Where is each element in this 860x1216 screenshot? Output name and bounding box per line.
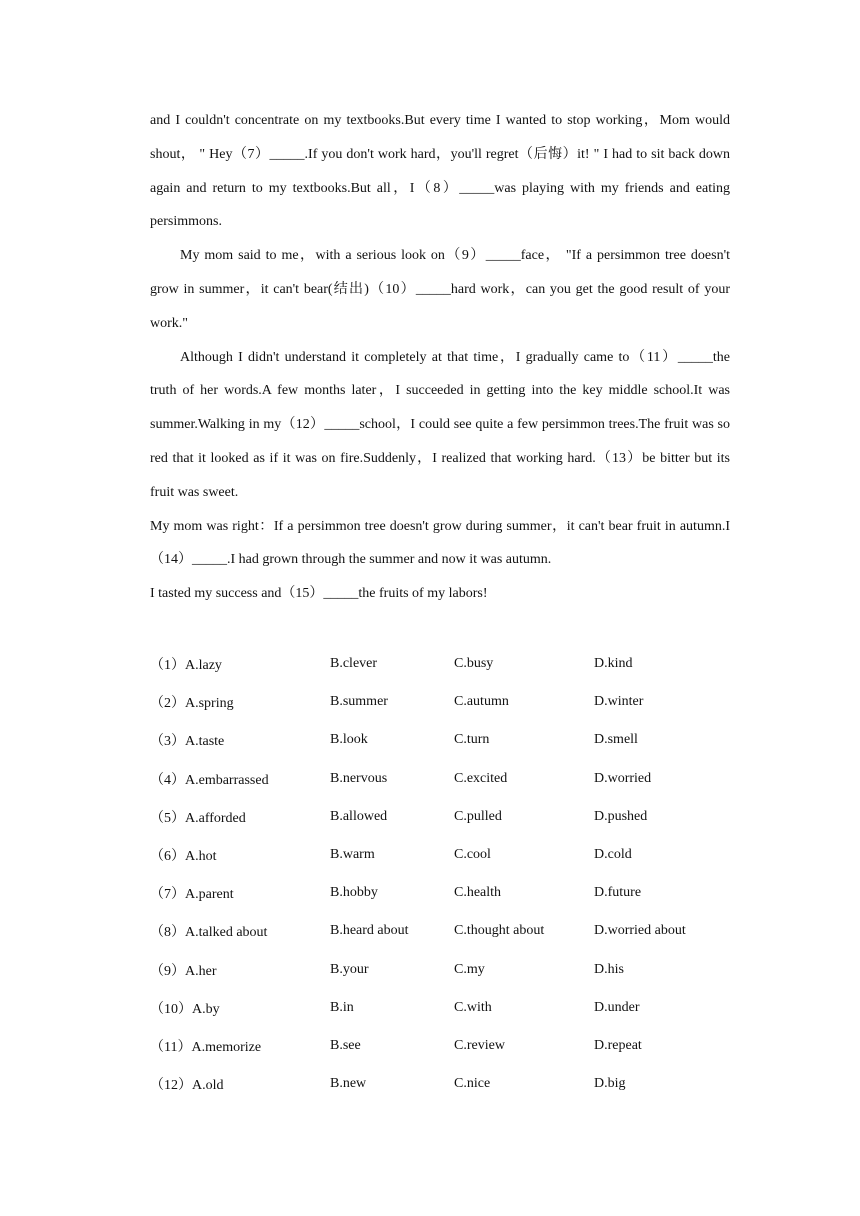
option-c: C.busy	[454, 656, 494, 672]
option-c: C.with	[454, 999, 492, 1015]
option-d: D.pushed	[594, 808, 648, 824]
option-d: D.future	[594, 885, 642, 901]
option-b: B.allowed	[330, 808, 388, 824]
option-b: B.see	[330, 1037, 361, 1053]
option-d: D.repeat	[594, 1037, 642, 1053]
option-b: B.hobby	[330, 885, 378, 901]
option-b: B.in	[330, 999, 354, 1015]
answer-options	[150, 645, 730, 1103]
option-a: （4）A.embarrassed	[150, 772, 269, 788]
option-row-1	[150, 645, 730, 683]
passage-paragraph-1: and I couldn't concentrate on my textbooks.But every time I wanted to stop working，Mom would shout， " Hey（7）_____.If you don't work hard，you'll regret（后悔）it! " I had to sit back down again and return to my textbooks.But all，I（8）_____was playing with my friends and eating persimmons.	[150, 113, 730, 230]
option-c: C.nice	[454, 1076, 491, 1092]
option-c: C.excited	[454, 770, 508, 786]
option-a: （6）A.hot	[150, 849, 217, 865]
option-b: B.summer	[330, 694, 388, 710]
passage-paragraph-3: Although I didn't understand it completely at that time，I gradually came to（11）_____the truth of her words.A few months later，I succeeded in getting into the key middle school.It was summer.Walking in my（12）_____school，I could see quite a few persimmon trees.The fruit was so red that it looked as if it was on fire.Suddenly，I realized that working hard.（13）be bitter but its fruit was sweet.	[150, 349, 730, 500]
passage-paragraph-4: My mom was right：If a persimmon tree doesn't grow during summer，it can't bear fruit in autumn.I（14）_____.I had grown through the summer and now it was autumn.	[150, 518, 730, 568]
option-c: C.health	[454, 885, 502, 901]
option-b: B.look	[330, 732, 368, 748]
option-d: D.his	[594, 961, 624, 977]
option-a: （2）A.spring	[150, 696, 234, 712]
option-row-6	[150, 836, 730, 874]
option-d: D.under	[594, 999, 640, 1015]
option-a: （7）A.parent	[150, 887, 234, 903]
option-a: （11）A.memorize	[150, 1039, 262, 1055]
option-c: C.thought about	[454, 923, 545, 939]
option-d: D.big	[594, 1076, 626, 1092]
passage	[150, 104, 730, 611]
option-c: C.turn	[454, 732, 490, 748]
option-row-11	[150, 1027, 730, 1065]
option-row-2	[150, 683, 730, 721]
option-a: （3）A.taste	[150, 734, 225, 750]
option-c: C.cool	[454, 847, 491, 863]
option-a: （10）A.by	[150, 1001, 220, 1017]
option-b: B.heard about	[330, 923, 409, 939]
option-row-10	[150, 989, 730, 1027]
option-d: D.cold	[594, 847, 632, 863]
option-c: C.pulled	[454, 808, 502, 824]
option-row-4	[150, 760, 730, 798]
option-c: C.my	[454, 961, 485, 977]
option-row-5	[150, 798, 730, 836]
option-row-12	[150, 1065, 730, 1103]
option-d: D.winter	[594, 694, 644, 710]
option-b: B.warm	[330, 847, 375, 863]
option-d: D.smell	[594, 732, 638, 748]
option-a: （5）A.afforded	[150, 810, 246, 826]
option-d: D.worried	[594, 770, 652, 786]
option-c: C.autumn	[454, 694, 509, 710]
option-d: D.kind	[594, 656, 633, 672]
option-row-7	[150, 874, 730, 912]
option-b: B.your	[330, 961, 369, 977]
option-d: D.worried about	[594, 923, 686, 939]
passage-paragraph-5: I tasted my success and（15）_____the fruits of my labors!	[150, 586, 488, 602]
option-c: C.review	[454, 1037, 505, 1053]
option-a: （9）A.her	[150, 963, 217, 979]
option-row-3	[150, 721, 730, 759]
option-b: B.clever	[330, 656, 378, 672]
option-row-9	[150, 951, 730, 989]
option-b: B.new	[330, 1076, 367, 1092]
option-a: （12）A.old	[150, 1078, 224, 1094]
passage-paragraph-2: My mom said to me，with a serious look on（9）_____face， "If a persimmon tree doesn't grow in summer，it can't bear(结出)（10）_____hard work，can you get the good result of your work."	[150, 248, 730, 331]
option-b: B.nervous	[330, 770, 388, 786]
option-row-8	[150, 912, 730, 950]
option-a: （1）A.lazy	[150, 658, 222, 674]
option-a: （8）A.talked about	[150, 925, 268, 941]
